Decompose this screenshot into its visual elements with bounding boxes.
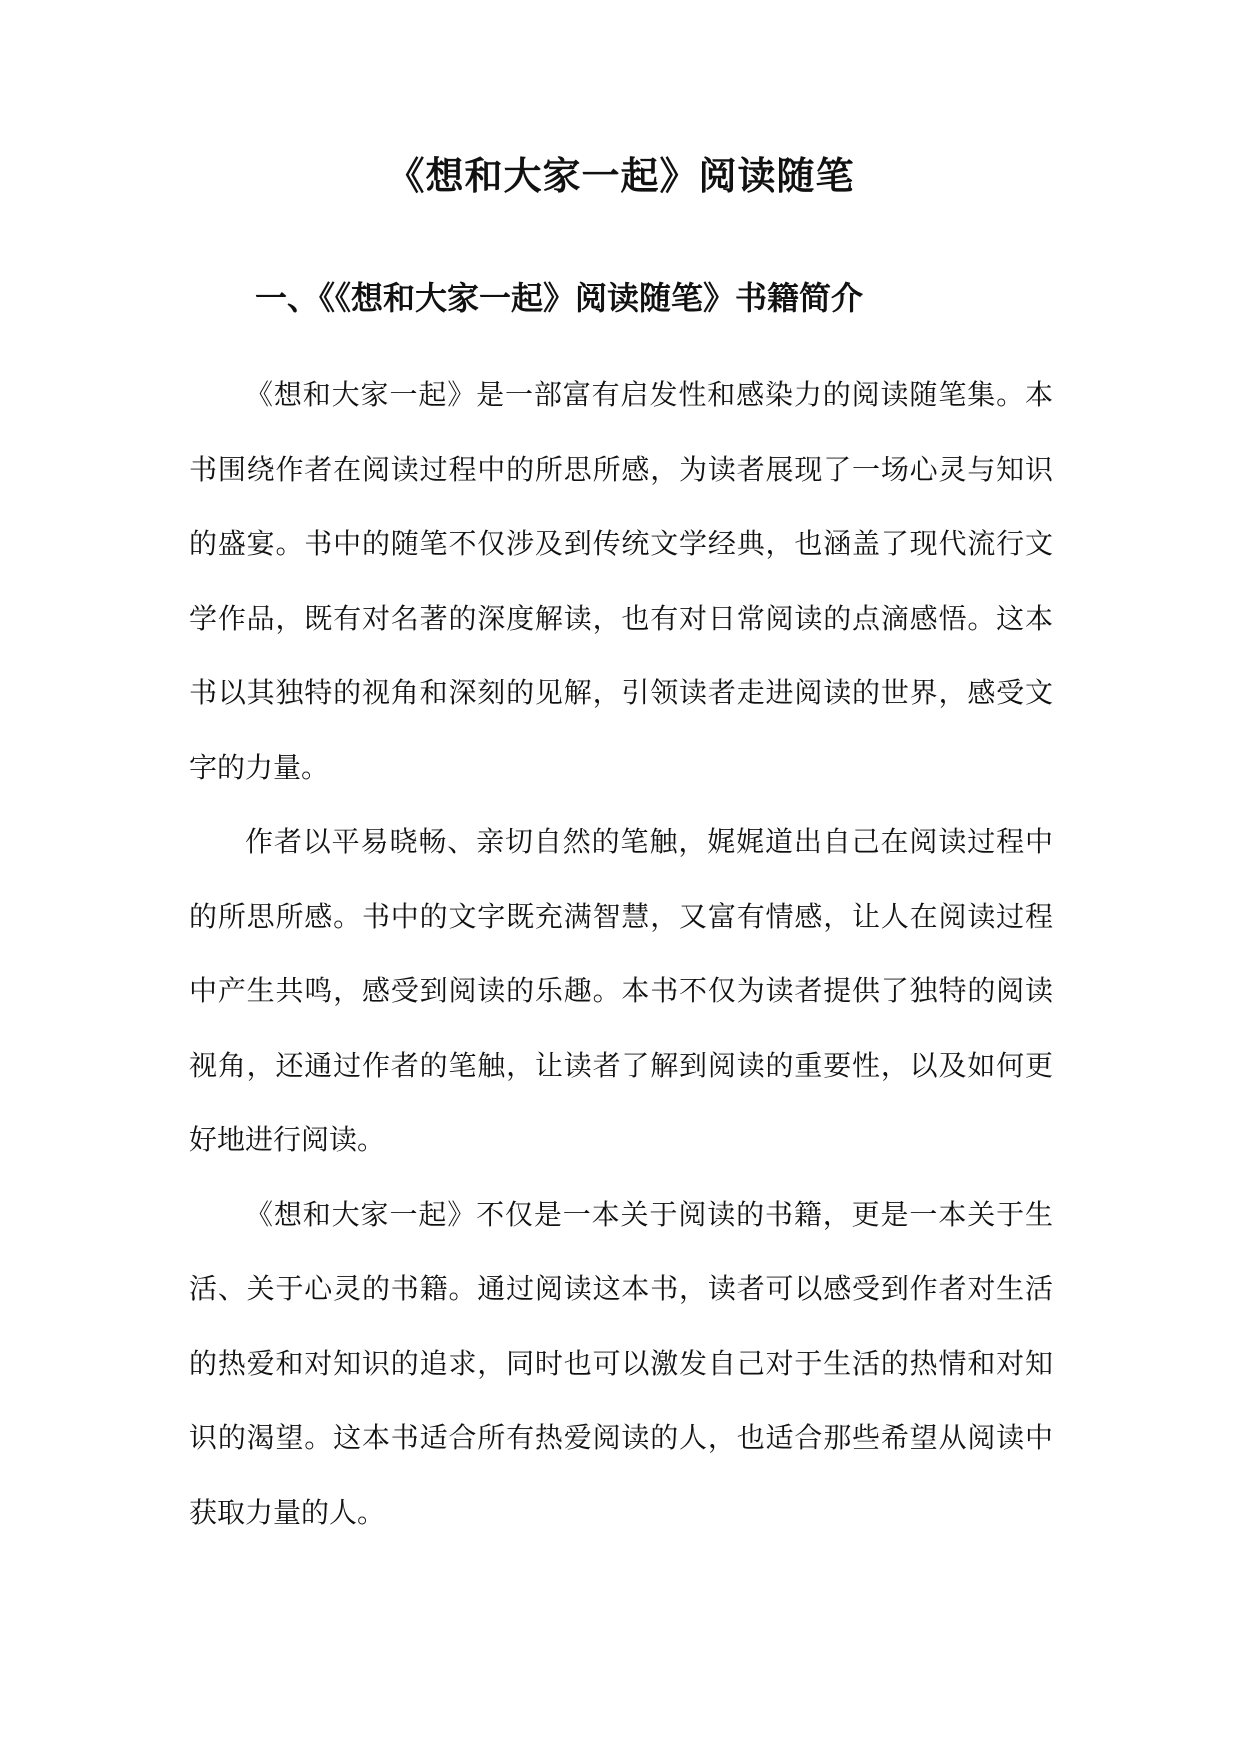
paragraph-1: 《想和大家一起》是一部富有启发性和感染力的阅读随笔集。本书围绕作者在阅读过程中的所思所感，为读者展现了一场心灵与知识的盛宴。书中的随笔不仅涉及到传统文学经典，也涵盖了现代流行文学作品，既有对名著的深度解读，也有对日常阅读的点滴感悟。这本书以其独特的视角和深刻的见解，引领读者走进阅读的世界，感受文字的力量。 (189, 378, 1053, 784)
section-heading: 一、《《想和大家一起》阅读随笔》书籍简介 (255, 279, 864, 317)
document-title: 《想和大家一起》阅读随笔 (386, 153, 855, 198)
paragraph-2: 作者以平易晓畅、亲切自然的笔触，娓娓道出自己在阅读过程中的所思所感。书中的文字既充满智慧，又富有情感，让人在阅读过程中产生共鸣，感受到阅读的乐趣。本书不仅为读者提供了独特的阅读视角，还通过作者的笔触，让读者了解到阅读的重要性，以及如何更好地进行阅读。 (189, 825, 1053, 1156)
body-text (189, 358, 1053, 1550)
paragraph-3: 《想和大家一起》不仅是一本关于阅读的书籍，更是一本关于生活、关于心灵的书籍。通过阅读这本书，读者可以感受到作者对生活的热爱和对知识的追求，同时也可以激发自己对于生活的热情和对知识的渴望。这本书适合所有热爱阅读的人，也适合那些希望从阅读中获取力量的人。 (189, 1197, 1053, 1529)
